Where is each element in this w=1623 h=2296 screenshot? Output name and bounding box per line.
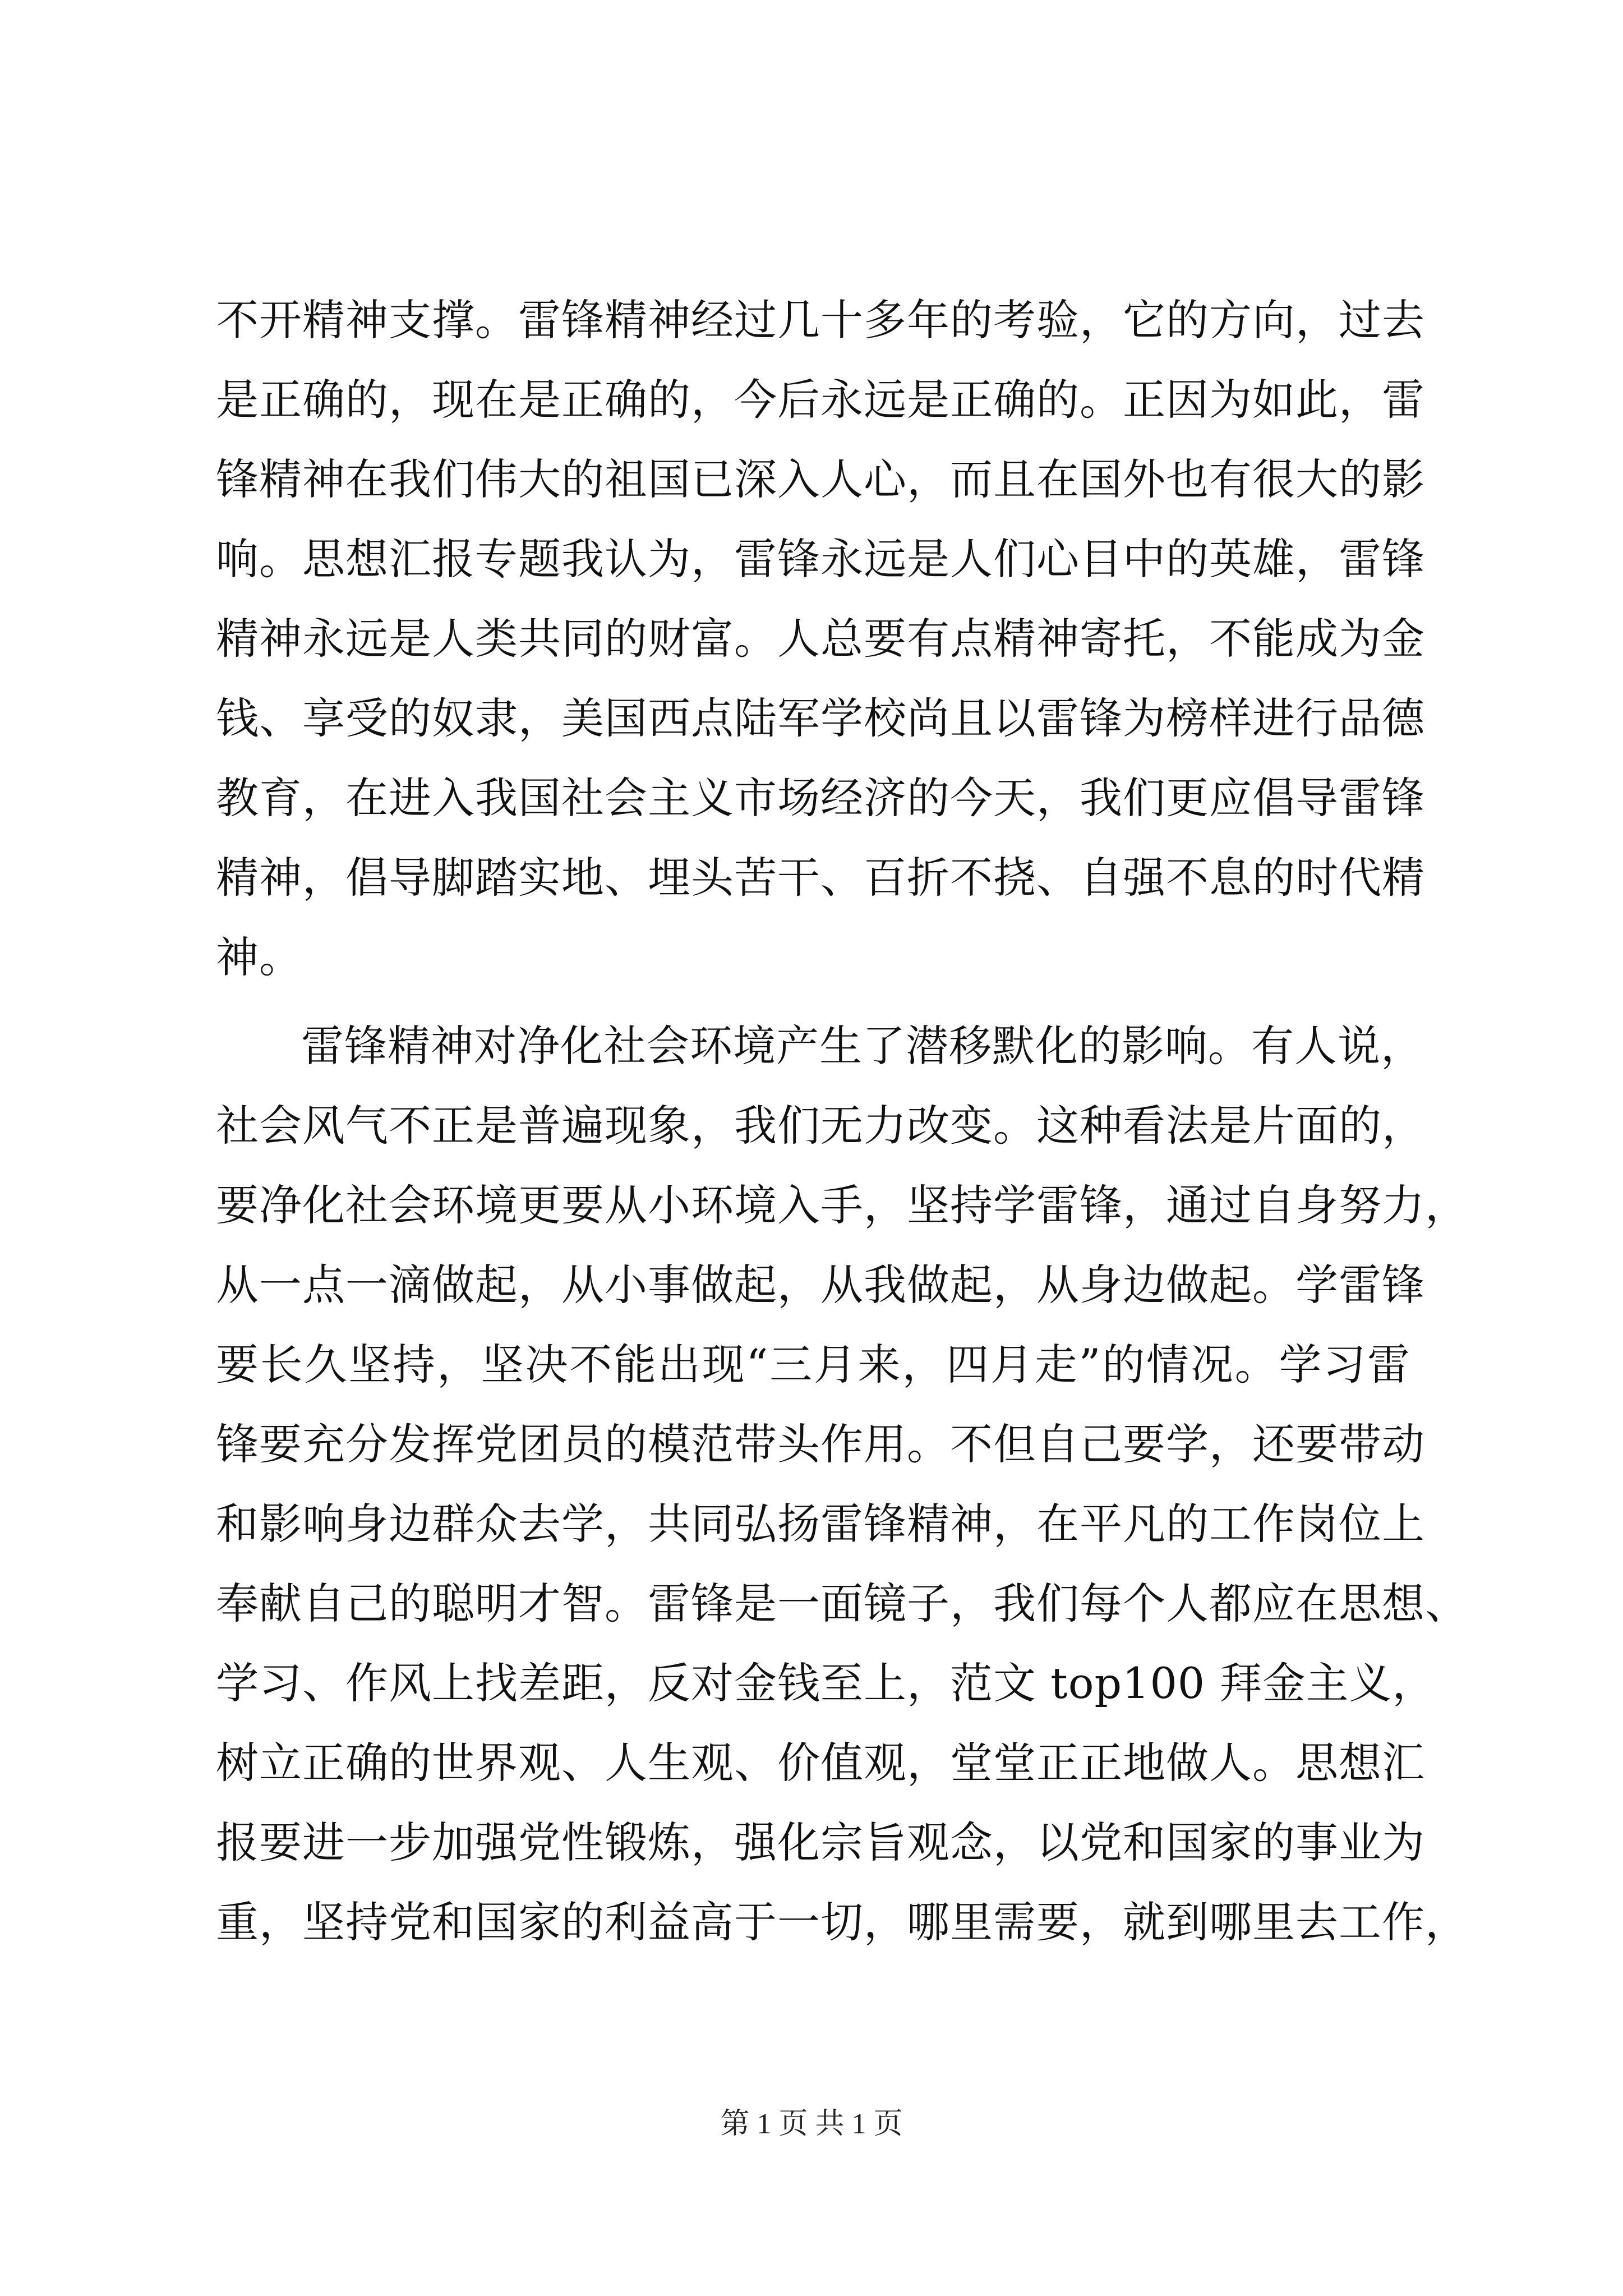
text-line: 锋要充分发挥党团员的模范带头作用。不但自己要学，还要带动 [216, 1419, 1425, 1469]
text-line: 树立正确的世界观、人生观、价值观，堂堂正正地做人。思想汇 [216, 1738, 1425, 1788]
text-line: 重，坚持党和国家的利益高于一切，哪里需要，就到哪里去工作， [216, 1897, 1468, 1947]
document-body [216, 280, 1468, 1962]
text-line: 锋精神在我们伟大的祖国已深入人心，而且在国外也有很大的影 [216, 454, 1425, 504]
paragraph-2 [216, 1006, 1468, 1962]
text-line: 雷锋精神对净化社会环境产生了潜移默化的影响。有人说， [301, 1021, 1424, 1071]
text-line: 神。 [216, 932, 302, 982]
text-line: 从一点一滴做起，从小事做起，从我做起，从身边做起。学雷锋 [216, 1260, 1425, 1310]
text-line: 和影响身边群众去学，共同弘扬雷锋精神，在平凡的工作岗位上 [216, 1499, 1425, 1549]
text-line: 要净化社会环境更要从小环境入手，坚持学雷锋，通过自身努力， [216, 1180, 1468, 1230]
text-line: 是正确的，现在是正确的，今后永远是正确的。正因为如此，雷 [216, 375, 1425, 425]
page-footer: 第 1 页 共 1 页 [720, 2108, 903, 2140]
text-line: 教育，在进入我国社会主义市场经济的今天，我们更应倡导雷锋 [216, 773, 1425, 823]
text-line: 学习、作风上找差距，反对金钱至上，范文 top100 拜金主义， [216, 1658, 1436, 1708]
text-line: 响。思想汇报专题我认为，雷锋永远是人们心目中的英雄，雷锋 [216, 534, 1425, 584]
text-line: 精神，倡导脚踏实地、埋头苦干、百折不挠、自强不息的时代精 [216, 853, 1425, 903]
text-line: 社会风气不正是普遍现象，我们无力改变。这种看法是片面的， [216, 1101, 1425, 1151]
paragraph-1 [216, 280, 1425, 997]
text-line: 不开精神支撑。雷锋精神经过几十多年的考验，它的方向，过去 [216, 295, 1425, 345]
text-line: 奉献自己的聪明才智。雷锋是一面镜子，我们每个人都应在思想、 [216, 1579, 1468, 1628]
paragraph-gap [216, 997, 1410, 1006]
text-line: 报要进一步加强党性锻炼，强化宗旨观念，以党和国家的事业为 [216, 1818, 1425, 1867]
text-line: 精神永远是人类共同的财富。人总要有点精神寄托，不能成为金 [216, 614, 1425, 664]
text-line: 钱、享受的奴隶，美国西点陆军学校尚且以雷锋为榜样进行品德 [216, 693, 1425, 743]
text-line: 要长久坚持，坚决不能出现“三月来，四月走”的情况。学习雷 [216, 1340, 1410, 1389]
